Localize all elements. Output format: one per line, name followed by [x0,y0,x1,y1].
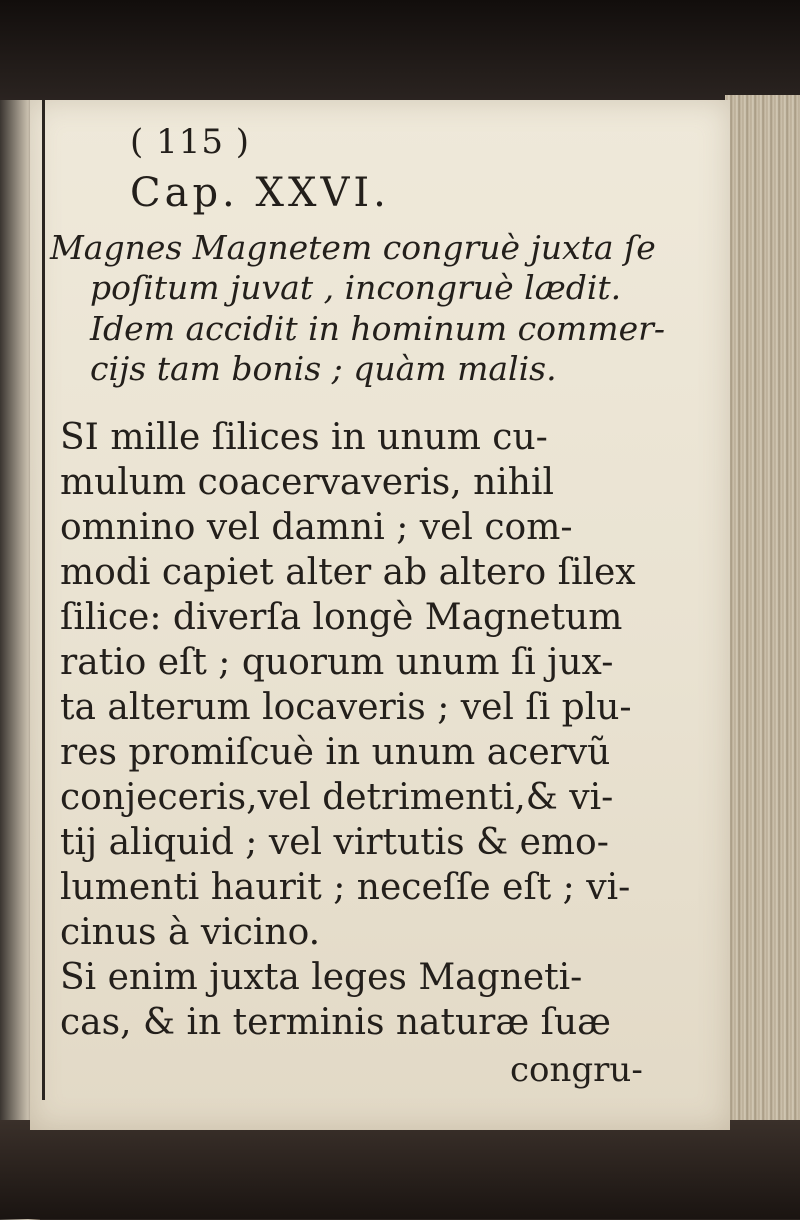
page-edges [725,95,800,1219]
page-inner-rule [42,100,45,1100]
body-line: tij aliquid ; vel virtutis & emo- [60,822,609,863]
body-line: SI mille ſilices in unum cu- [60,417,548,458]
body-line: Si enim juxta leges Magneti- [60,957,583,998]
book-page [30,100,730,1130]
body-line: mulum coacervaveris, nihil [60,462,555,503]
chapter-heading: Cap. XXVI. [130,170,390,216]
body-line: cinus à vicino. [60,912,321,953]
page-number: ( 115 ) [130,122,251,162]
body-line: res promiſcuè in unum acervũ [60,732,611,773]
summary-line: Idem accidit in hominum commer- [90,309,666,348]
photo-background-top [0,0,800,100]
body-line: modi capiet alter ab altero ſilex [60,552,636,593]
body-line: ſilice: diverſa longè Magnetum [60,597,623,638]
photo-background-bottom [0,1120,800,1219]
summary-line: poſitum juvat , incongruè lædit. [90,268,622,307]
body-line: cas, & in terminis naturæ ſuæ [60,1002,612,1043]
body-line: omnino vel damni ; vel com- [60,507,573,548]
summary-line: cijs tam bonis ; quàm malis. [90,349,557,388]
body-line: lumenti haurit ; neceſſe eſt ; vi- [60,867,631,908]
body-line: ratio eſt ; quorum unum ſi jux- [60,642,614,683]
body-line: ta alterum locaveris ; vel ſi plu- [60,687,632,728]
summary-line: Magnes Magnetem congruè juxta ſe [50,228,656,267]
catchword: congru- [510,1050,643,1090]
body-line: conjeceris,vel detrimenti,& vi- [60,777,614,818]
